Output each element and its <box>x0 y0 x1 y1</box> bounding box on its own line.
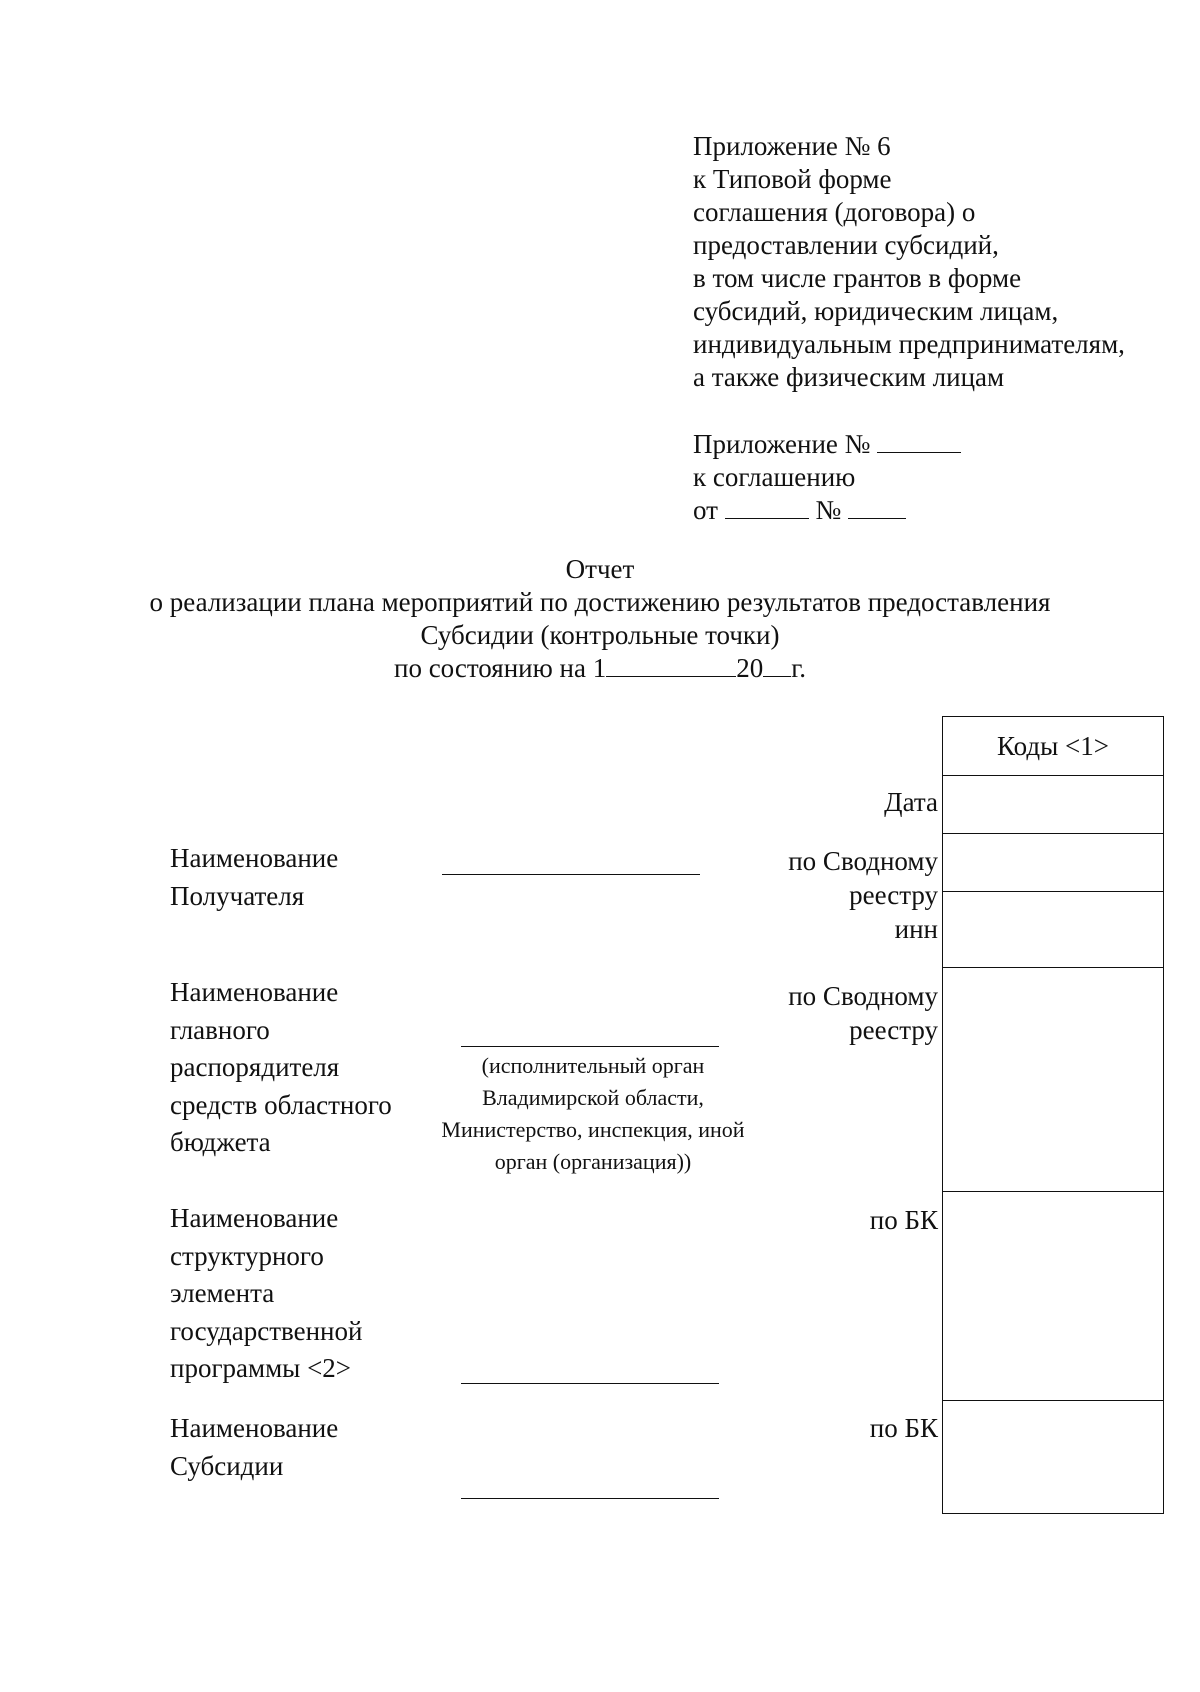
title-line-2: о реализации плана мероприятий по достижению результатов предоставления <box>149 587 1051 617</box>
agreement-appendix-date <box>693 494 961 527</box>
agreement-appendix-label: Приложение № <box>693 429 871 459</box>
year-prefix: 20 <box>736 653 764 683</box>
bk-label-2: по БК <box>869 1413 938 1443</box>
label-line: элемента <box>170 1278 275 1308</box>
label-line: Получателя <box>170 880 305 911</box>
svod-registry-line: по Сводному <box>788 981 938 1011</box>
title-line-1: Отчет <box>565 554 635 584</box>
program-element-input-line[interactable] <box>461 1383 719 1384</box>
codes-divider <box>943 1191 1163 1192</box>
report-title <box>0 553 1200 685</box>
label-line: Наименование <box>170 1413 339 1443</box>
manager-input-line[interactable] <box>461 1046 719 1047</box>
codes-divider <box>943 775 1163 776</box>
subsidy-input-line[interactable] <box>461 1498 719 1499</box>
label-line: Наименование <box>170 843 339 873</box>
label-line: государственной <box>170 1315 363 1346</box>
svod-registry-line: реестру <box>849 1015 938 1045</box>
label-line: Субсидии <box>170 1450 284 1481</box>
codes-divider <box>943 891 1163 892</box>
manager-label <box>170 974 392 1162</box>
svod-registry-label-1 <box>788 844 938 946</box>
appendix-line: субсидий, юридическим лицам, <box>693 296 1059 326</box>
number-label: № <box>815 495 842 525</box>
note-line: (исполнительный орган <box>481 1053 705 1078</box>
year-suffix: г. <box>791 653 806 683</box>
note-line: Министерство, инспекция, иной <box>441 1117 745 1142</box>
label-line: структурного <box>170 1240 324 1271</box>
label-line: главного <box>170 1014 270 1045</box>
appendix-line: Приложение № 6 <box>693 131 891 161</box>
codes-divider <box>943 1400 1163 1401</box>
label-line: распорядителя <box>170 1052 340 1082</box>
date-blank[interactable] <box>725 494 809 519</box>
agreement-appendix-to: к соглашению <box>693 462 856 492</box>
codes-table <box>942 716 1164 1514</box>
agreement-appendix-number <box>693 428 961 461</box>
recipient-input-line[interactable] <box>442 874 700 875</box>
appendix-line: в том числе грантов в форме <box>693 263 1022 293</box>
manager-note <box>418 1050 768 1178</box>
agreement-appendix <box>693 428 961 527</box>
note-line: Владимирской области, <box>482 1085 704 1110</box>
appendix-header <box>693 130 1125 394</box>
appendix-line: к Типовой форме <box>693 164 892 194</box>
svod-registry-line: реестру <box>849 880 938 910</box>
svod-registry-label-2 <box>788 979 938 1047</box>
subsidy-label <box>170 1410 338 1485</box>
title-line-4 <box>0 652 1200 685</box>
bk-label-1: по БК <box>869 1205 938 1235</box>
appendix-number-blank[interactable] <box>877 428 961 453</box>
date-code-label: Дата <box>884 787 938 817</box>
as-of-month-blank[interactable] <box>606 652 736 677</box>
from-label: от <box>693 495 718 525</box>
label-line: бюджета <box>170 1127 271 1157</box>
appendix-line: а также физическим лицам <box>693 362 1005 392</box>
as-of-label: по состоянию на 1 <box>394 653 607 683</box>
note-line: орган (организация)) <box>494 1149 692 1174</box>
inn-label: инн <box>894 914 938 944</box>
title-line-3: Субсидии (контрольные точки) <box>420 620 780 650</box>
label-line: программы <2> <box>170 1353 352 1383</box>
label-line: Наименование <box>170 1203 339 1233</box>
codes-header: Коды <1> <box>997 731 1109 761</box>
appendix-line: соглашения (договора) о <box>693 197 976 227</box>
label-line: Наименование <box>170 977 339 1007</box>
codes-divider <box>943 967 1163 968</box>
number-blank[interactable] <box>848 494 906 519</box>
svod-registry-line: по Сводному <box>788 846 938 876</box>
appendix-line: предоставлении субсидий, <box>693 230 999 260</box>
codes-divider <box>943 833 1163 834</box>
label-line: средств областного <box>170 1089 392 1120</box>
year-blank[interactable] <box>763 652 791 677</box>
recipient-label <box>170 840 338 915</box>
appendix-line: индивидуальным предпринимателям, <box>693 329 1125 359</box>
program-element-label <box>170 1200 362 1388</box>
